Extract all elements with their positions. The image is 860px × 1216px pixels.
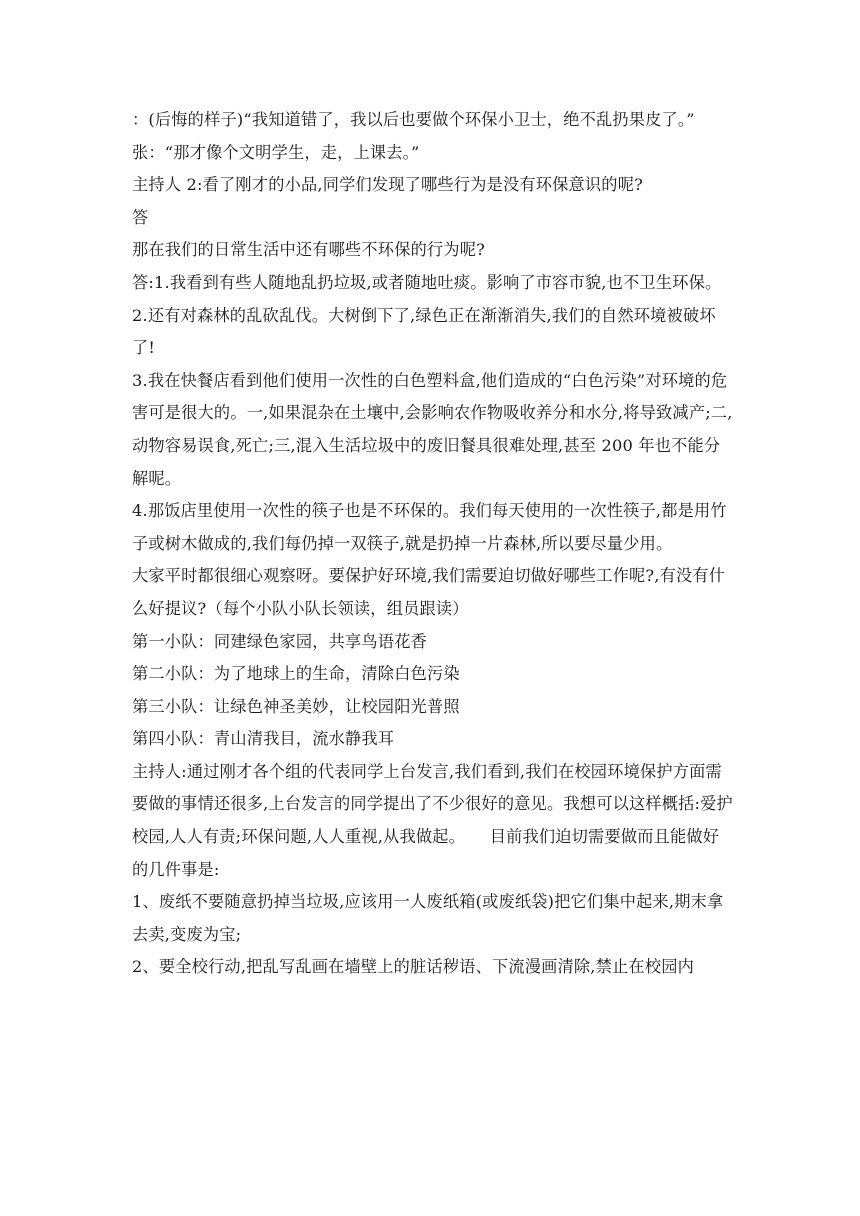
paragraph-team-3: 第三小队：让绿色神圣美妙，让校园阳光普照 — [132, 696, 460, 716]
paragraph-host-summary: 主持人:通过刚才各个组的代表同学上台发言,我们看到,我们在校园环境保护方面需要做的事情还很多,上台发言的同学提出了不少很好的意见。我想可以这样概括:爱护校园,人人有责;环保问题,人人重视,从我做起。 目前我们迫切需要做而且能做好的几件事是: — [132, 761, 733, 879]
paragraph-answer-4: 4.那饭店里使用一次性的筷子也是不环保的。我们每天使用的一次性筷子,都是用竹子或树木做成的,我们每仍掉一双筷子,就是扔掉一片森林,所以要尽量少用。 — [132, 501, 727, 553]
paragraph-task-2: 2、要全校行动,把乱写乱画在墙壁上的脏话秽语、下流漫画清除,禁止在校园内 — [132, 957, 694, 977]
paragraph-answer-label: 答 — [132, 207, 149, 227]
paragraph-answer-2: 2.还有对森林的乱砍乱伐。大树倒下了,绿色正在渐渐消失,我们的自然环境被破坏了! — [132, 305, 716, 358]
paragraph-zhang-line: 张：“那才像个文明学生，走，上课去。” — [132, 142, 420, 162]
paragraph-team-1: 第一小队：同建绿色家园，共享鸟语花香 — [132, 631, 427, 651]
paragraph-answer-3: 3.我在快餐店看到他们使用一次性的白色塑料盒,他们造成的“白色污染”对环境的危害可是很大的。一,如果混杂在土壤中,会影响农作物吸收养分和水分,将导致减产;二,动物容易误食,死亡;三,混入生活垃圾中的废旧餐具很难处理,甚至 200 年也不能分解呢。 — [132, 370, 733, 488]
paragraph-team-2: 第二小队：为了地球上的生命，清除白色污染 — [132, 664, 460, 684]
paragraph-team-4: 第四小队：青山清我目，流水静我耳 — [132, 729, 395, 749]
paragraph-proposal-prompt: 大家平时都很细心观察呀。要保护好环境,我们需要迫切做好哪些工作呢?,有没有什么好提议?（每个小队小队长领读，组员跟读） — [132, 566, 726, 618]
paragraph-answer-1: 答:1.我看到有些人随地乱扔垃圾,或者随地吐痰。影响了市容市貌,也不卫生环保。 — [132, 272, 722, 292]
paragraph-host2-question: 主持人 2:看了刚才的小品,同学们发现了哪些行为是没有环保意识的呢? — [132, 175, 643, 195]
paragraph-task-1: 1、废纸不要随意扔掉当垃圾,应该用一人废纸箱(或废纸袋)把它们集中起来,期末拿去卖,变废为宝; — [132, 892, 724, 944]
paragraph-daily-question: 那在我们的日常生活中还有哪些不环保的行为呢? — [132, 240, 486, 260]
paragraph-regret-line: ：(后悔的样子)“我知道错了，我以后也要做个环保小卫士，绝不乱扔果皮了。” — [132, 110, 695, 129]
document-body — [132, 104, 734, 984]
